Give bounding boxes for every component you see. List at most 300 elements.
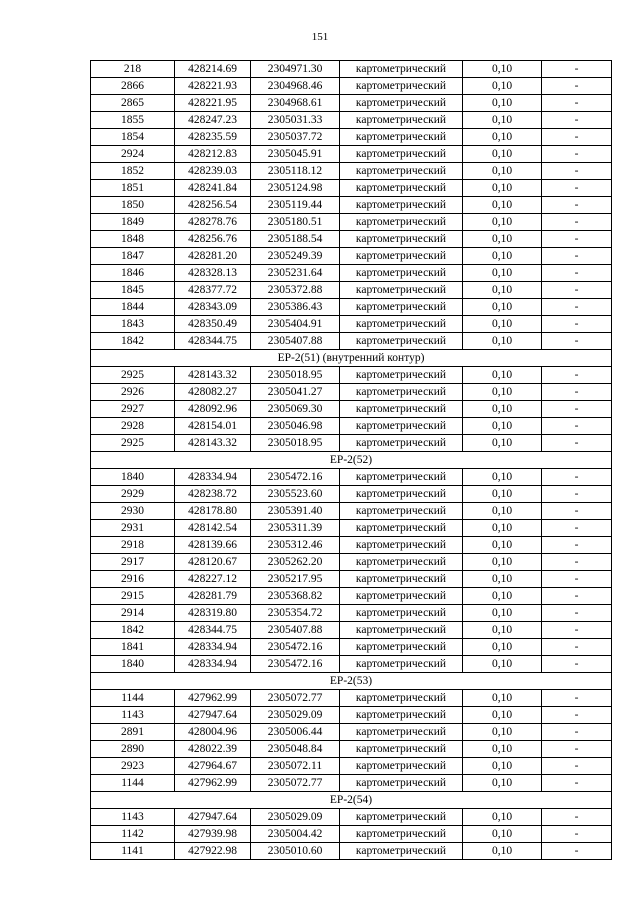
point-number-cell: 2917	[91, 554, 175, 571]
y-coordinate-cell: 2305368.82	[251, 588, 340, 605]
table-row	[91, 112, 612, 129]
point-number-cell: 2929	[91, 486, 175, 503]
accuracy-cell: 0,10	[463, 384, 542, 401]
method-cell: картометрический	[340, 469, 463, 486]
x-coordinate-cell: 428241.84	[175, 180, 251, 197]
point-number-cell: 2928	[91, 418, 175, 435]
method-cell: картометрический	[340, 503, 463, 520]
point-number-cell: 2923	[91, 758, 175, 775]
table-row	[91, 588, 612, 605]
table-row	[91, 435, 612, 452]
y-coordinate-cell: 2305472.16	[251, 469, 340, 486]
page-number: 151	[311, 31, 329, 43]
table-row	[91, 622, 612, 639]
note-cell: -	[542, 95, 612, 112]
note-cell: -	[542, 741, 612, 758]
accuracy-cell: 0,10	[463, 809, 542, 826]
point-number-cell: 1851	[91, 180, 175, 197]
y-coordinate-cell: 2305031.33	[251, 112, 340, 129]
method-cell: картометрический	[340, 282, 463, 299]
table-row	[91, 724, 612, 741]
method-cell: картометрический	[340, 248, 463, 265]
accuracy-cell: 0,10	[463, 333, 542, 350]
point-number-cell: 2915	[91, 588, 175, 605]
table-row	[91, 214, 612, 231]
note-cell: -	[542, 758, 612, 775]
method-cell: картометрический	[340, 724, 463, 741]
accuracy-cell: 0,10	[463, 197, 542, 214]
table-row	[91, 265, 612, 282]
y-coordinate-cell: 2305045.91	[251, 146, 340, 163]
y-coordinate-cell: 2305262.20	[251, 554, 340, 571]
y-coordinate-cell: 2305041.27	[251, 384, 340, 401]
point-number-cell: 2866	[91, 78, 175, 95]
accuracy-cell: 0,10	[463, 622, 542, 639]
accuracy-cell: 0,10	[463, 180, 542, 197]
table-row	[91, 520, 612, 537]
point-number-cell: 2891	[91, 724, 175, 741]
note-cell: -	[542, 588, 612, 605]
y-coordinate-cell: 2305069.30	[251, 401, 340, 418]
note-cell: -	[542, 248, 612, 265]
method-cell: картометрический	[340, 707, 463, 724]
point-number-cell: 2925	[91, 367, 175, 384]
table-row	[91, 775, 612, 792]
point-number-cell: 2931	[91, 520, 175, 537]
y-coordinate-cell: 2305072.77	[251, 775, 340, 792]
x-coordinate-cell: 428022.39	[175, 741, 251, 758]
point-number-cell: 1846	[91, 265, 175, 282]
method-cell: картометрический	[340, 435, 463, 452]
table-row	[91, 707, 612, 724]
y-coordinate-cell: 2305407.88	[251, 622, 340, 639]
note-cell: -	[542, 520, 612, 537]
method-cell: картометрический	[340, 605, 463, 622]
table-row	[91, 401, 612, 418]
y-coordinate-cell: 2305118.12	[251, 163, 340, 180]
table-row	[91, 571, 612, 588]
table-row	[91, 367, 612, 384]
method-cell: картометрический	[340, 231, 463, 248]
table-row	[91, 248, 612, 265]
note-cell: -	[542, 537, 612, 554]
y-coordinate-cell: 2305312.46	[251, 537, 340, 554]
accuracy-cell: 0,10	[463, 707, 542, 724]
table-row	[91, 299, 612, 316]
y-coordinate-cell: 2305372.88	[251, 282, 340, 299]
point-number-cell: 2890	[91, 741, 175, 758]
point-number-cell: 1855	[91, 112, 175, 129]
section-title: ЕР-2(51) (внутренний контур)	[91, 350, 612, 367]
table-row	[91, 554, 612, 571]
note-cell: -	[542, 316, 612, 333]
table-row	[91, 843, 612, 860]
note-cell: -	[542, 554, 612, 571]
point-number-cell: 1141	[91, 843, 175, 860]
x-coordinate-cell: 428143.32	[175, 435, 251, 452]
coordinates-table	[90, 60, 612, 860]
accuracy-cell: 0,10	[463, 61, 542, 78]
table-row	[91, 758, 612, 775]
note-cell: -	[542, 622, 612, 639]
x-coordinate-cell: 427947.64	[175, 707, 251, 724]
point-number-cell: 1845	[91, 282, 175, 299]
x-coordinate-cell: 427964.67	[175, 758, 251, 775]
table-row	[91, 384, 612, 401]
method-cell: картометрический	[340, 486, 463, 503]
accuracy-cell: 0,10	[463, 265, 542, 282]
table-row	[91, 656, 612, 673]
y-coordinate-cell: 2305354.72	[251, 605, 340, 622]
x-coordinate-cell: 428334.94	[175, 639, 251, 656]
x-coordinate-cell: 428214.69	[175, 61, 251, 78]
point-number-cell: 2925	[91, 435, 175, 452]
x-coordinate-cell: 428004.96	[175, 724, 251, 741]
y-coordinate-cell: 2305048.84	[251, 741, 340, 758]
accuracy-cell: 0,10	[463, 316, 542, 333]
point-number-cell: 2865	[91, 95, 175, 112]
note-cell: -	[542, 299, 612, 316]
y-coordinate-cell: 2305004.42	[251, 826, 340, 843]
x-coordinate-cell: 428350.49	[175, 316, 251, 333]
table-row	[91, 503, 612, 520]
y-coordinate-cell: 2305046.98	[251, 418, 340, 435]
section-title: ЕР-2(53)	[91, 673, 612, 690]
note-cell: -	[542, 163, 612, 180]
accuracy-cell: 0,10	[463, 78, 542, 95]
x-coordinate-cell: 427939.98	[175, 826, 251, 843]
x-coordinate-cell: 428334.94	[175, 469, 251, 486]
method-cell: картометрический	[340, 622, 463, 639]
table-row	[91, 61, 612, 78]
method-cell: картометрический	[340, 741, 463, 758]
x-coordinate-cell: 427922.98	[175, 843, 251, 860]
note-cell: -	[542, 146, 612, 163]
note-cell: -	[542, 418, 612, 435]
accuracy-cell: 0,10	[463, 741, 542, 758]
x-coordinate-cell: 428139.66	[175, 537, 251, 554]
x-coordinate-cell: 428082.27	[175, 384, 251, 401]
y-coordinate-cell: 2305217.95	[251, 571, 340, 588]
table-row	[91, 826, 612, 843]
table-row	[91, 146, 612, 163]
y-coordinate-cell: 2305407.88	[251, 333, 340, 350]
x-coordinate-cell: 428319.80	[175, 605, 251, 622]
method-cell: картометрический	[340, 520, 463, 537]
y-coordinate-cell: 2304971.30	[251, 61, 340, 78]
section-title: ЕР-2(54)	[91, 792, 612, 809]
point-number-cell: 2927	[91, 401, 175, 418]
note-cell: -	[542, 367, 612, 384]
note-cell: -	[542, 112, 612, 129]
point-number-cell: 1840	[91, 656, 175, 673]
point-number-cell: 2926	[91, 384, 175, 401]
x-coordinate-cell: 428221.95	[175, 95, 251, 112]
note-cell: -	[542, 435, 612, 452]
x-coordinate-cell: 428281.79	[175, 588, 251, 605]
method-cell: картометрический	[340, 554, 463, 571]
y-coordinate-cell: 2305018.95	[251, 367, 340, 384]
table-row	[91, 95, 612, 112]
section-header-row	[91, 350, 612, 367]
x-coordinate-cell: 428212.83	[175, 146, 251, 163]
note-cell: -	[542, 61, 612, 78]
point-number-cell: 1144	[91, 690, 175, 707]
note-cell: -	[542, 486, 612, 503]
x-coordinate-cell: 428328.13	[175, 265, 251, 282]
x-coordinate-cell: 428377.72	[175, 282, 251, 299]
point-number-cell: 1843	[91, 316, 175, 333]
note-cell: -	[542, 78, 612, 95]
point-number-cell: 1848	[91, 231, 175, 248]
method-cell: картометрический	[340, 163, 463, 180]
y-coordinate-cell: 2305037.72	[251, 129, 340, 146]
method-cell: картометрический	[340, 588, 463, 605]
method-cell: картометрический	[340, 758, 463, 775]
table-row	[91, 809, 612, 826]
x-coordinate-cell: 427947.64	[175, 809, 251, 826]
table-row	[91, 469, 612, 486]
method-cell: картометрический	[340, 112, 463, 129]
y-coordinate-cell: 2305231.64	[251, 265, 340, 282]
accuracy-cell: 0,10	[463, 163, 542, 180]
method-cell: картометрический	[340, 418, 463, 435]
y-coordinate-cell: 2304968.61	[251, 95, 340, 112]
x-coordinate-cell: 428120.67	[175, 554, 251, 571]
x-coordinate-cell: 428256.76	[175, 231, 251, 248]
method-cell: картометрический	[340, 571, 463, 588]
y-coordinate-cell: 2305249.39	[251, 248, 340, 265]
x-coordinate-cell: 427962.99	[175, 690, 251, 707]
note-cell: -	[542, 605, 612, 622]
note-cell: -	[542, 129, 612, 146]
note-cell: -	[542, 826, 612, 843]
x-coordinate-cell: 428281.20	[175, 248, 251, 265]
accuracy-cell: 0,10	[463, 775, 542, 792]
method-cell: картометрический	[340, 826, 463, 843]
point-number-cell: 2914	[91, 605, 175, 622]
method-cell: картометрический	[340, 299, 463, 316]
table-row	[91, 78, 612, 95]
point-number-cell: 2918	[91, 537, 175, 554]
table-row	[91, 333, 612, 350]
table-row	[91, 197, 612, 214]
accuracy-cell: 0,10	[463, 112, 542, 129]
point-number-cell: 1842	[91, 333, 175, 350]
accuracy-cell: 0,10	[463, 435, 542, 452]
note-cell: -	[542, 333, 612, 350]
point-number-cell: 1142	[91, 826, 175, 843]
method-cell: картометрический	[340, 384, 463, 401]
point-number-cell: 1850	[91, 197, 175, 214]
coordinates-table-body	[91, 61, 612, 860]
accuracy-cell: 0,10	[463, 367, 542, 384]
note-cell: -	[542, 656, 612, 673]
point-number-cell: 218	[91, 61, 175, 78]
accuracy-cell: 0,10	[463, 758, 542, 775]
x-coordinate-cell: 428221.93	[175, 78, 251, 95]
note-cell: -	[542, 843, 612, 860]
method-cell: картометрический	[340, 316, 463, 333]
accuracy-cell: 0,10	[463, 605, 542, 622]
table-row	[91, 537, 612, 554]
note-cell: -	[542, 197, 612, 214]
accuracy-cell: 0,10	[463, 214, 542, 231]
table-row	[91, 418, 612, 435]
table-row	[91, 639, 612, 656]
y-coordinate-cell: 2305391.40	[251, 503, 340, 520]
x-coordinate-cell: 428142.54	[175, 520, 251, 537]
accuracy-cell: 0,10	[463, 469, 542, 486]
y-coordinate-cell: 2305472.16	[251, 656, 340, 673]
point-number-cell: 1840	[91, 469, 175, 486]
accuracy-cell: 0,10	[463, 520, 542, 537]
note-cell: -	[542, 690, 612, 707]
x-coordinate-cell: 428235.59	[175, 129, 251, 146]
section-header-row	[91, 673, 612, 690]
method-cell: картометрический	[340, 775, 463, 792]
y-coordinate-cell: 2305006.44	[251, 724, 340, 741]
method-cell: картометрический	[340, 78, 463, 95]
note-cell: -	[542, 180, 612, 197]
accuracy-cell: 0,10	[463, 401, 542, 418]
x-coordinate-cell: 428278.76	[175, 214, 251, 231]
y-coordinate-cell: 2305404.91	[251, 316, 340, 333]
y-coordinate-cell: 2305029.09	[251, 707, 340, 724]
point-number-cell: 1852	[91, 163, 175, 180]
accuracy-cell: 0,10	[463, 571, 542, 588]
x-coordinate-cell: 428238.72	[175, 486, 251, 503]
method-cell: картометрический	[340, 146, 463, 163]
note-cell: -	[542, 231, 612, 248]
accuracy-cell: 0,10	[463, 282, 542, 299]
accuracy-cell: 0,10	[463, 486, 542, 503]
point-number-cell: 1842	[91, 622, 175, 639]
table-row	[91, 163, 612, 180]
accuracy-cell: 0,10	[463, 690, 542, 707]
x-coordinate-cell: 428334.94	[175, 656, 251, 673]
note-cell: -	[542, 707, 612, 724]
y-coordinate-cell: 2305119.44	[251, 197, 340, 214]
note-cell: -	[542, 384, 612, 401]
accuracy-cell: 0,10	[463, 95, 542, 112]
section-header-row	[91, 792, 612, 809]
y-coordinate-cell: 2305472.16	[251, 639, 340, 656]
note-cell: -	[542, 282, 612, 299]
accuracy-cell: 0,10	[463, 588, 542, 605]
point-number-cell: 1143	[91, 707, 175, 724]
note-cell: -	[542, 214, 612, 231]
x-coordinate-cell: 428344.75	[175, 333, 251, 350]
note-cell: -	[542, 503, 612, 520]
accuracy-cell: 0,10	[463, 826, 542, 843]
point-number-cell: 1143	[91, 809, 175, 826]
y-coordinate-cell: 2305072.77	[251, 690, 340, 707]
x-coordinate-cell: 428178.80	[175, 503, 251, 520]
note-cell: -	[542, 639, 612, 656]
point-number-cell: 1144	[91, 775, 175, 792]
method-cell: картометрический	[340, 180, 463, 197]
x-coordinate-cell: 428247.23	[175, 112, 251, 129]
note-cell: -	[542, 401, 612, 418]
accuracy-cell: 0,10	[463, 724, 542, 741]
note-cell: -	[542, 265, 612, 282]
accuracy-cell: 0,10	[463, 639, 542, 656]
accuracy-cell: 0,10	[463, 554, 542, 571]
table-row	[91, 690, 612, 707]
y-coordinate-cell: 2305188.54	[251, 231, 340, 248]
method-cell: картометрический	[340, 809, 463, 826]
table-row	[91, 231, 612, 248]
method-cell: картометрический	[340, 214, 463, 231]
accuracy-cell: 0,10	[463, 248, 542, 265]
point-number-cell: 2916	[91, 571, 175, 588]
table-row	[91, 282, 612, 299]
note-cell: -	[542, 809, 612, 826]
accuracy-cell: 0,10	[463, 231, 542, 248]
method-cell: картометрический	[340, 265, 463, 282]
method-cell: картометрический	[340, 61, 463, 78]
table-row	[91, 741, 612, 758]
accuracy-cell: 0,10	[463, 537, 542, 554]
y-coordinate-cell: 2304968.46	[251, 78, 340, 95]
point-number-cell: 2930	[91, 503, 175, 520]
y-coordinate-cell: 2305523.60	[251, 486, 340, 503]
x-coordinate-cell: 428256.54	[175, 197, 251, 214]
table-row	[91, 316, 612, 333]
method-cell: картометрический	[340, 656, 463, 673]
table-row	[91, 129, 612, 146]
method-cell: картометрический	[340, 690, 463, 707]
x-coordinate-cell: 428239.03	[175, 163, 251, 180]
y-coordinate-cell: 2305072.11	[251, 758, 340, 775]
y-coordinate-cell: 2305311.39	[251, 520, 340, 537]
method-cell: картометрический	[340, 401, 463, 418]
method-cell: картометрический	[340, 537, 463, 554]
accuracy-cell: 0,10	[463, 656, 542, 673]
method-cell: картометрический	[340, 197, 463, 214]
accuracy-cell: 0,10	[463, 146, 542, 163]
accuracy-cell: 0,10	[463, 503, 542, 520]
x-coordinate-cell: 428343.09	[175, 299, 251, 316]
section-title: ЕР-2(52)	[91, 452, 612, 469]
method-cell: картометрический	[340, 95, 463, 112]
section-header-row	[91, 452, 612, 469]
point-number-cell: 1849	[91, 214, 175, 231]
point-number-cell: 1841	[91, 639, 175, 656]
x-coordinate-cell: 428227.12	[175, 571, 251, 588]
table-row	[91, 180, 612, 197]
accuracy-cell: 0,10	[463, 418, 542, 435]
method-cell: картометрический	[340, 639, 463, 656]
table-row	[91, 605, 612, 622]
y-coordinate-cell: 2305180.51	[251, 214, 340, 231]
x-coordinate-cell: 428143.32	[175, 367, 251, 384]
x-coordinate-cell: 427962.99	[175, 775, 251, 792]
note-cell: -	[542, 724, 612, 741]
x-coordinate-cell: 428154.01	[175, 418, 251, 435]
method-cell: картометрический	[340, 843, 463, 860]
method-cell: картометрический	[340, 333, 463, 350]
table-row	[91, 486, 612, 503]
note-cell: -	[542, 775, 612, 792]
point-number-cell: 1847	[91, 248, 175, 265]
y-coordinate-cell: 2305018.95	[251, 435, 340, 452]
y-coordinate-cell: 2305029.09	[251, 809, 340, 826]
y-coordinate-cell: 2305386.43	[251, 299, 340, 316]
x-coordinate-cell: 428344.75	[175, 622, 251, 639]
x-coordinate-cell: 428092.96	[175, 401, 251, 418]
